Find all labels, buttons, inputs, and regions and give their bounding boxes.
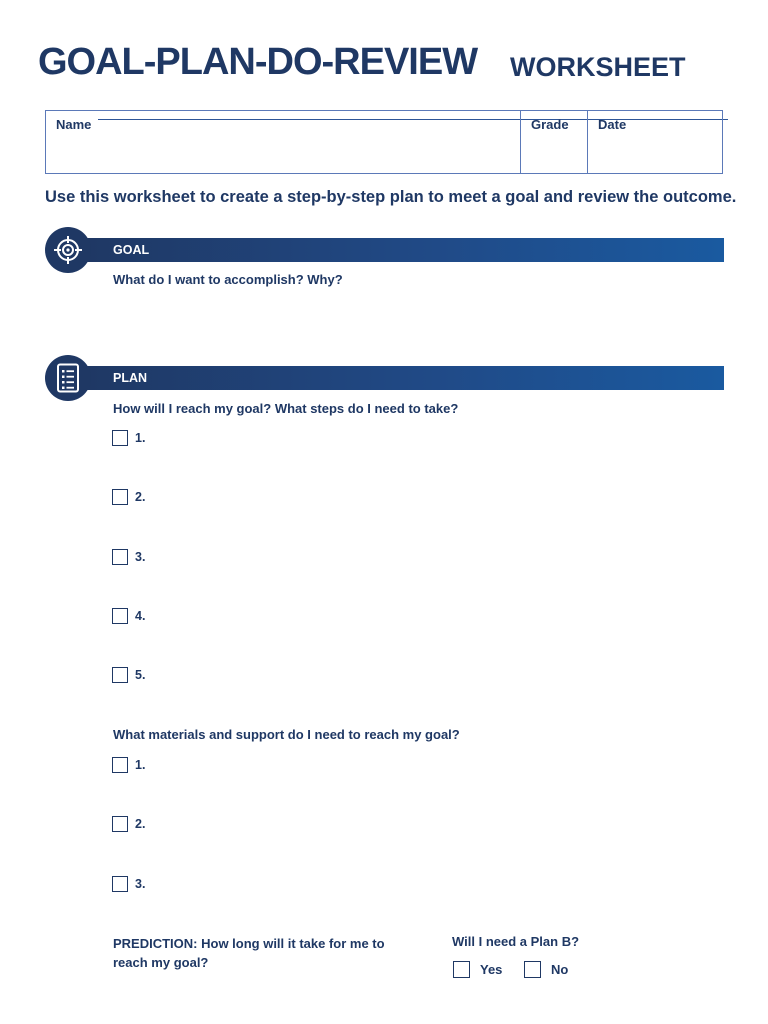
name-label: Name — [56, 117, 92, 132]
title-main: GOAL-PLAN-DO-REVIEW — [38, 41, 478, 83]
material-checkbox-3[interactable] — [112, 876, 128, 892]
step-number-3: 3. — [135, 550, 146, 564]
target-icon — [45, 227, 91, 273]
worksheet-title — [38, 42, 728, 82]
date-field[interactable] — [588, 111, 722, 173]
step-item-3[interactable] — [112, 548, 145, 566]
goal-section-label: GOAL — [113, 243, 150, 257]
step-number-2: 2. — [135, 490, 146, 504]
date-label: Date — [598, 117, 627, 132]
student-info-table — [45, 110, 723, 174]
title-sub: WORKSHEET — [510, 52, 686, 82]
step-item-2[interactable] — [112, 488, 145, 506]
intro-text: Use this worksheet to create a step-by-step plan to meet a goal and review the outcome. — [45, 188, 737, 206]
grade-field[interactable] — [521, 111, 588, 173]
step-checkbox-3[interactable] — [112, 549, 128, 565]
plan-b-no-checkbox[interactable] — [524, 961, 541, 978]
grade-label: Grade — [531, 117, 569, 132]
plan-section-bar — [84, 366, 724, 390]
material-item-1[interactable] — [112, 756, 145, 774]
step-number-1: 1. — [135, 431, 146, 445]
plan-b-no-option[interactable] — [524, 960, 568, 978]
plan-b-question: Will I need a Plan B? — [452, 934, 580, 949]
step-checkbox-5[interactable] — [112, 667, 128, 683]
materials-question: What materials and support do I need to reach my goal? — [113, 727, 460, 742]
goal-section-bar — [84, 238, 724, 262]
name-field[interactable] — [46, 111, 521, 173]
plan-b-yes-label: Yes — [480, 961, 503, 977]
step-number-5: 5. — [135, 668, 146, 682]
material-number-2: 2. — [135, 817, 146, 831]
prediction-question: PREDICTION: How long will it take for me to reach my goal? — [113, 936, 385, 970]
step-item-4[interactable] — [112, 607, 145, 625]
step-checkbox-4[interactable] — [112, 608, 128, 624]
material-checkbox-1[interactable] — [112, 757, 128, 773]
plan-b-yes-checkbox[interactable] — [453, 961, 470, 978]
material-number-3: 3. — [135, 877, 146, 891]
plan-steps-question: How will I reach my goal? What steps do I need to take? — [113, 401, 459, 416]
checklist-icon — [45, 355, 91, 401]
step-item-1[interactable] — [112, 429, 145, 447]
material-checkbox-2[interactable] — [112, 816, 128, 832]
step-item-5[interactable] — [112, 666, 145, 684]
plan-b-yes-option[interactable] — [453, 960, 502, 978]
goal-question: What do I want to accomplish? Why? — [113, 272, 343, 287]
step-checkbox-1[interactable] — [112, 430, 128, 446]
material-item-2[interactable] — [112, 815, 145, 833]
step-checkbox-2[interactable] — [112, 489, 128, 505]
material-item-3[interactable] — [112, 875, 145, 893]
step-number-4: 4. — [135, 609, 146, 623]
material-number-1: 1. — [135, 758, 146, 772]
plan-b-no-label: No — [551, 961, 569, 977]
plan-section-label: PLAN — [113, 371, 148, 385]
